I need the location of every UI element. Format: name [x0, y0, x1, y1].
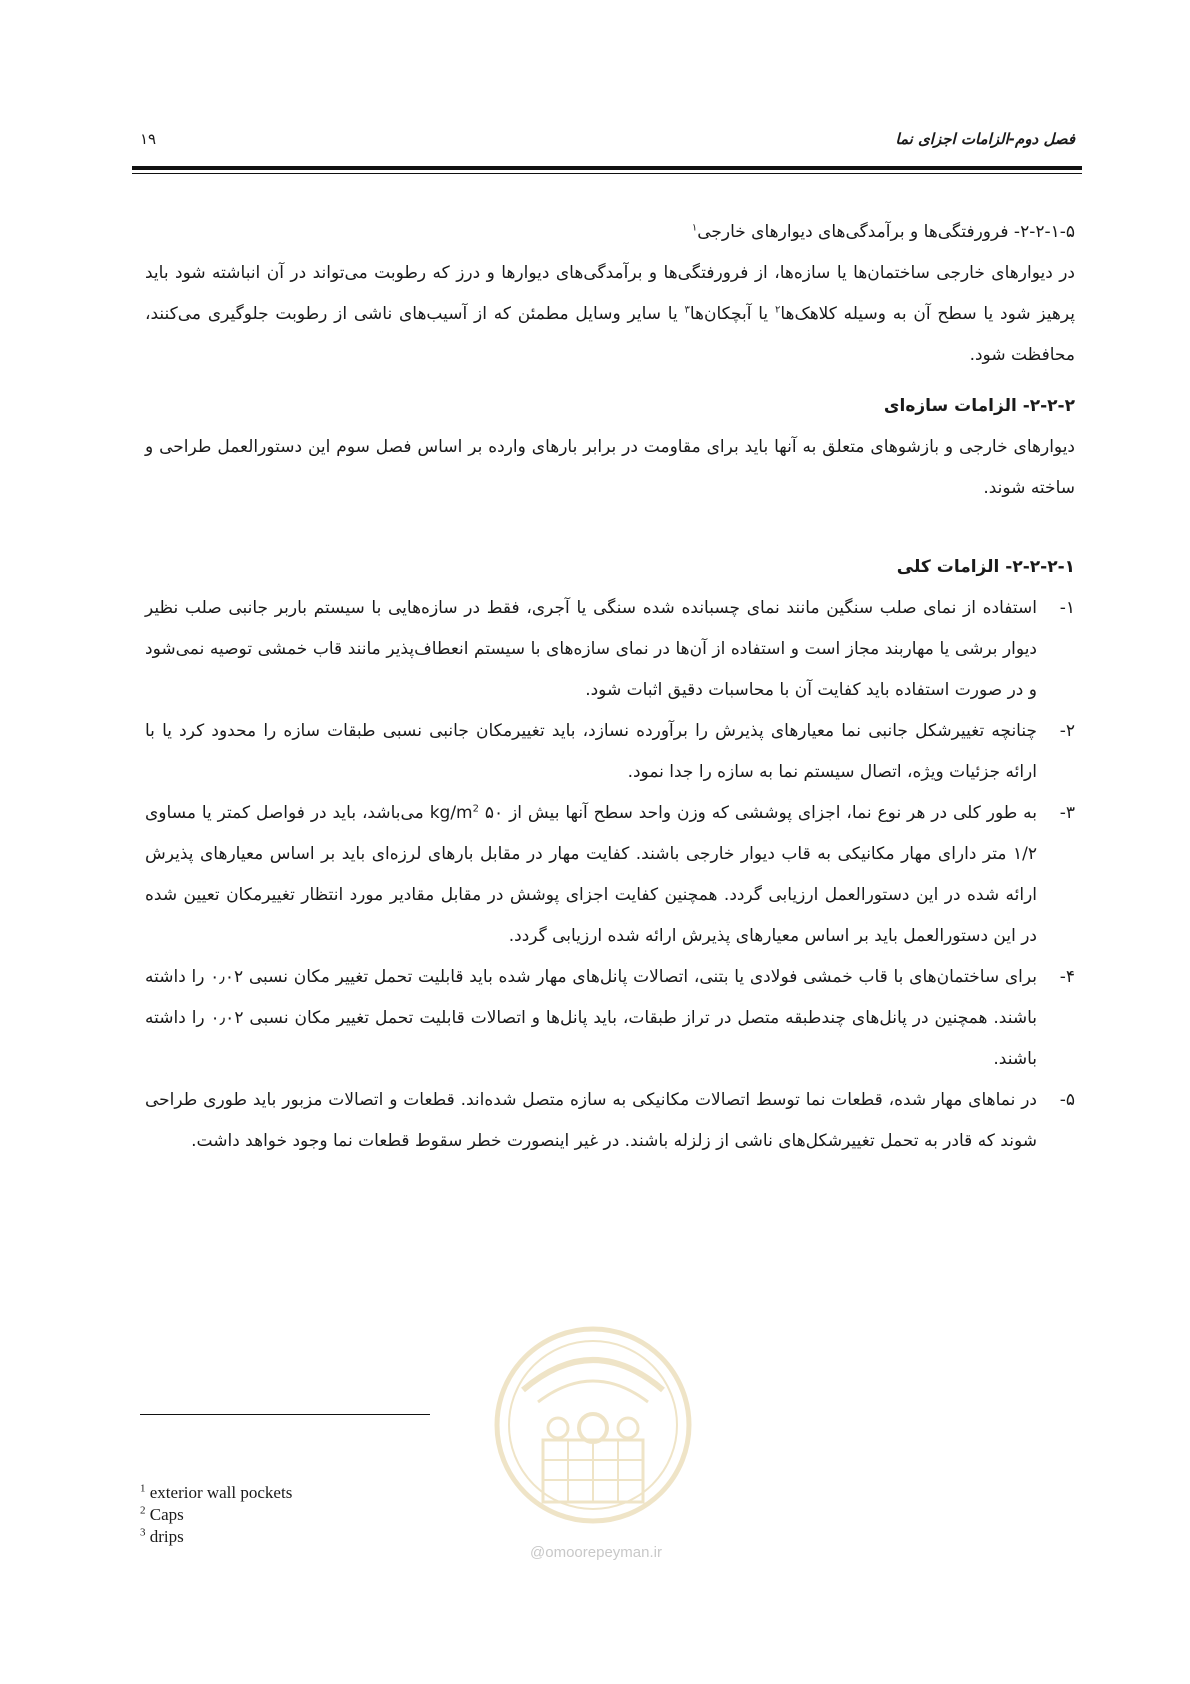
- paragraph-pockets-part-b: یا آبچکان‌ها: [689, 304, 775, 324]
- watermark-url: @omoorepeyman.ir: [530, 1544, 662, 1561]
- section-heading-pockets: [145, 212, 1075, 253]
- footnote-text: drips: [149, 1527, 184, 1546]
- footnote-ref-2: ۲: [774, 304, 781, 316]
- main-content: [145, 212, 1075, 1162]
- list-item-text-part-a: به طور کلی در هر نوع نما، اجزای پوششی که وزن واحد سطح آنها بیش از ۵۰: [479, 803, 1038, 823]
- list-item: [145, 793, 1075, 957]
- list-item-text: [145, 793, 1037, 957]
- paragraph-pockets-part-c: یا سایر وسایل مطمئن که از آسیب‌های ناشی از رطوبت جلوگیری می‌کنند، محافظت شود.: [145, 304, 1075, 365]
- unit-exponent: 2: [472, 803, 479, 815]
- paragraph-structural: دیوارهای خارجی و بازشوهای متعلق به آنها باید برای مقاومت در برابر بارهای وارده بر اساس فصل سوم این دستورالعمل طراحی و ساخته شوند.: [145, 437, 1075, 498]
- footnote-item: [140, 1526, 292, 1548]
- footnote-ref-1: ۱: [691, 222, 698, 234]
- watermark-seal-icon: [488, 1320, 698, 1565]
- list-item-number: ۴-: [1059, 967, 1075, 987]
- list-item-text: چنانچه تغییرشکل جانبی نما معیارهای پذیرش را برآورده نسازد، باید تغییرمکان جانبی نسبی طبقات سازه را محدود کرد یا با ارائه جزئیات ویژه، اتصال سیستم نما به سازه را جدا نمود.: [145, 721, 1037, 782]
- list-item-text: استفاده از نمای صلب سنگین مانند نمای چسبانده شده سنگی یا آجری، فقط در سازه‌هایی با سیستم باربر جانبی صلب نظیر دیوار برشی یا مهاربند مجاز است و استفاده از آن‌ها در نمای سازه‌های با سیستم انعطاف‌پذیر مانند قاب خمشی توصیه نمی‌شود و در صورت استفاده باید کفایت آن با محاسبات دقیق اثبات شود.: [145, 598, 1037, 700]
- footnote-item: [140, 1482, 292, 1504]
- unit-text: kg/m: [429, 803, 473, 823]
- list-item-number: ۱-: [1059, 598, 1075, 618]
- list-item: [145, 588, 1075, 711]
- footnote-ref-3: ۳: [684, 304, 690, 316]
- footnote-text: exterior wall pockets: [149, 1483, 293, 1502]
- spacer: [145, 519, 1075, 547]
- footnote-separator: [140, 1414, 430, 1415]
- section-heading-general: ۲-۲-۲-۱- الزامات کلی: [896, 557, 1075, 577]
- footnotes: [140, 1482, 292, 1548]
- paragraph-pockets-part-a: در دیوارهای خارجی ساختمان‌ها یا سازه‌ها، از فرورفتگی‌ها و برآمدگی‌های دیوارها و درز که رطوبت می‌تواند در آن انباشته شود باید پرهیز شود یا سطح آن به وسیله کلاهک‌ها: [145, 263, 1075, 324]
- list-item: [145, 957, 1075, 1080]
- watermark-logo: [488, 1320, 698, 1565]
- list-item: [145, 1080, 1075, 1162]
- list-item: [145, 711, 1075, 793]
- paragraph-pockets: [145, 253, 1075, 376]
- unit-label: [430, 803, 479, 823]
- page-number: ۱۹: [140, 130, 157, 148]
- requirements-list: [145, 588, 1075, 1162]
- footnote-number: 3: [140, 1526, 146, 1539]
- footnote-item: [140, 1504, 292, 1526]
- footnote-text: Caps: [149, 1505, 184, 1524]
- section-heading-structural: ۲-۲-۲- الزامات سازه‌ای: [883, 396, 1075, 416]
- footnote-number: 1: [140, 1482, 146, 1495]
- list-item-number: ۵-: [1059, 1090, 1075, 1110]
- header-rule-thick: [132, 166, 1082, 170]
- list-item-number: ۳-: [1059, 803, 1075, 823]
- chapter-title: فصل دوم-الزامات اجزای نما: [895, 130, 1075, 148]
- footnote-number: 2: [140, 1504, 146, 1517]
- header-rule-thin: [132, 173, 1082, 174]
- running-header: [140, 130, 1075, 156]
- list-item-text-part-b: می‌باشد، باید در فواصل کمتر یا مساوی ۱/۲ متر دارای مهار مکانیکی به قاب دیوار خارجی باشند. کفایت مهار در مقابل بارهای لرزه‌ای باید بر اساس معیارهای پذیرش ارائه شده در این دستورالعمل ارزیابی گردد. همچنین کفایت اجزای پوشش در مقابل مقادیر مورد انتظار تغییرمکان تعیین شده در این دستورالعمل باید بر اساس معیارهای پذیرش ارائه شده ارزیابی گردد.: [145, 803, 1037, 946]
- section-heading-pockets-text: ۲-۲-۱-۵- فرورفتگی‌ها و برآمدگی‌های دیوارهای خارجی: [697, 222, 1075, 242]
- list-item-number: ۲-: [1059, 721, 1075, 741]
- list-item-text: در نماهای مهار شده، قطعات نما توسط اتصالات مکانیکی به سازه متصل شده‌اند. قطعات و اتصالات مزبور باید طوری طراحی شوند که قادر به تحمل تغییرشکل‌های ناشی از زلزله باشند. در غیر اینصورت خطر سقوط قطعات نما وجود خواهد داشت.: [145, 1090, 1037, 1151]
- list-item-text: برای ساختمان‌های با قاب خمشی فولادی یا بتنی، اتصالات پانل‌های مهار شده باید قابلیت تحمل تغییر مکان نسبی ۰٫۰۲ را داشته باشند. همچنین در پانل‌های چندطبقه متصل در تراز طبقات، باید پانل‌ها و اتصالات قابلیت تحمل تغییر مکان نسبی ۰٫۰۲ را داشته باشند.: [145, 967, 1038, 1069]
